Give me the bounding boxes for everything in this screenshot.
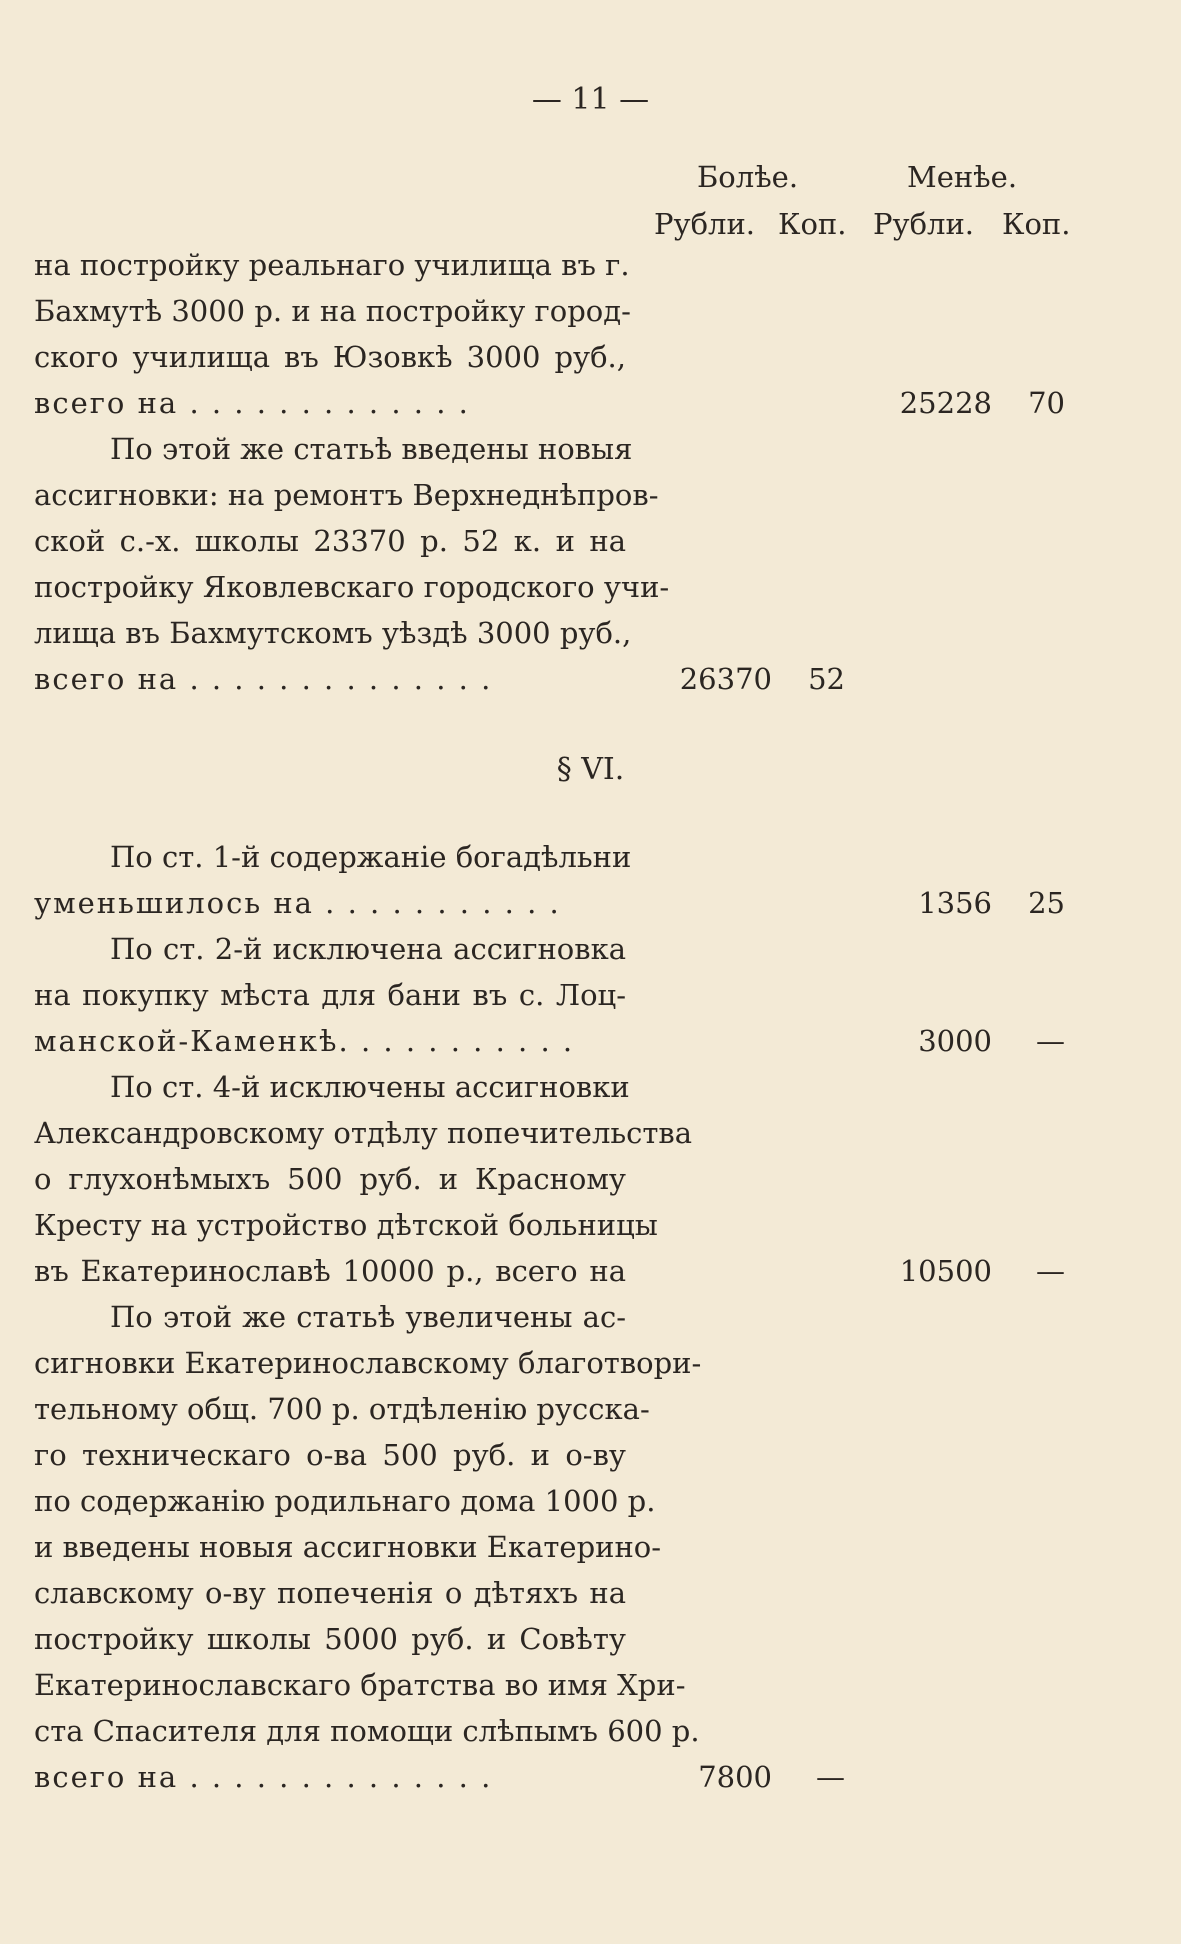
text-line: постройку школы 5000 руб. и Совѣту	[34, 1622, 626, 1656]
text-line: по содержанію родильнаго дома 1000 р.	[34, 1484, 656, 1518]
header-kop-menee: Коп.	[1002, 207, 1071, 241]
text-line: постройку Яковлевскаго городского учи-	[34, 570, 670, 604]
header-rubli-bolee: Рубли.	[654, 207, 756, 241]
text-line: ассигновки: на ремонтъ Верхнеднѣпров-	[34, 478, 659, 512]
text-line: Бахмутѣ 3000 р. и на постройку город-	[34, 294, 631, 328]
text-line: на постройку реальнаго училища въ г.	[34, 248, 630, 282]
amount-menee-rubli: 1356	[918, 886, 992, 920]
amount-menee-rubli: 25228	[899, 386, 992, 420]
header-kop-bolee: Коп.	[778, 207, 847, 241]
header-bolee: Болѣе.	[697, 160, 799, 194]
text-line: По ст. 1-й содержаніе богадѣльни	[110, 840, 632, 874]
text-line: славскому о-ву попеченія о дѣтяхъ на	[34, 1576, 626, 1610]
amount-menee-kop: 70	[1028, 386, 1065, 420]
text-line: Кресту на устройство дѣтской больницы	[34, 1208, 658, 1242]
header-rubli-menee: Рубли.	[873, 207, 975, 241]
text-line: всего на . . . . . . . . . . . . . .	[34, 1760, 493, 1794]
text-line: уменьшилось на . . . . . . . . . . .	[34, 886, 561, 920]
text-line: о глухонѣмыхъ 500 руб. и Красному	[34, 1162, 626, 1196]
text-line: на покупку мѣста для бани въ с. Лоц-	[34, 978, 626, 1012]
header-menee: Менѣе.	[907, 160, 1018, 194]
page-number: — 11 —	[531, 82, 650, 117]
amount-menee-kop: —	[1036, 1024, 1065, 1058]
text-line: и введены новыя ассигновки Екатерино-	[34, 1530, 662, 1564]
amount-bolee-rubli: 26370	[679, 662, 772, 696]
amount-bolee-kop: —	[816, 1760, 845, 1794]
text-line: По этой же статьѣ введены новыя	[110, 432, 633, 466]
amount-menee-kop: —	[1036, 1254, 1065, 1288]
text-line: ского училища въ Юзовкѣ 3000 руб.,	[34, 340, 626, 374]
text-line: сигновки Екатеринославскому благотвори-	[34, 1346, 702, 1380]
text-line: Екатеринославскаго братства во имя Хри-	[34, 1668, 686, 1702]
amount-bolee-kop: 52	[808, 662, 845, 696]
text-line: всего на . . . . . . . . . . . . . .	[34, 662, 493, 696]
text-line: въ Екатеринославѣ 10000 р., всего на	[34, 1254, 626, 1288]
text-line: ста Спасителя для помощи слѣпымъ 600 р.	[34, 1714, 700, 1748]
text-line: Александровскому отдѣлу попечительства	[34, 1116, 693, 1150]
section-heading: § VI.	[556, 752, 625, 787]
text-line: го техническаго о-ва 500 руб. и о-ву	[34, 1438, 626, 1472]
text-line: тельному общ. 700 р. отдѣленію русска-	[34, 1392, 650, 1426]
amount-bolee-rubli: 7800	[698, 1760, 772, 1794]
text-line: По этой же статьѣ увеличены ас-	[110, 1300, 626, 1334]
text-line: По ст. 4-й исключены ассигновки	[110, 1070, 630, 1104]
text-line: ской с.-х. школы 23370 р. 52 к. и на	[34, 524, 626, 558]
text-line: По ст. 2-й исключена ассигновка	[110, 932, 626, 966]
text-line: всего на . . . . . . . . . . . . .	[34, 386, 470, 420]
text-line: лища въ Бахмутскомъ уѣздѣ 3000 руб.,	[34, 616, 632, 650]
amount-menee-kop: 25	[1028, 886, 1065, 920]
text-line: манской-Каменкѣ. . . . . . . . . . .	[34, 1024, 575, 1058]
amount-menee-rubli: 3000	[918, 1024, 992, 1058]
amount-menee-rubli: 10500	[899, 1254, 992, 1288]
